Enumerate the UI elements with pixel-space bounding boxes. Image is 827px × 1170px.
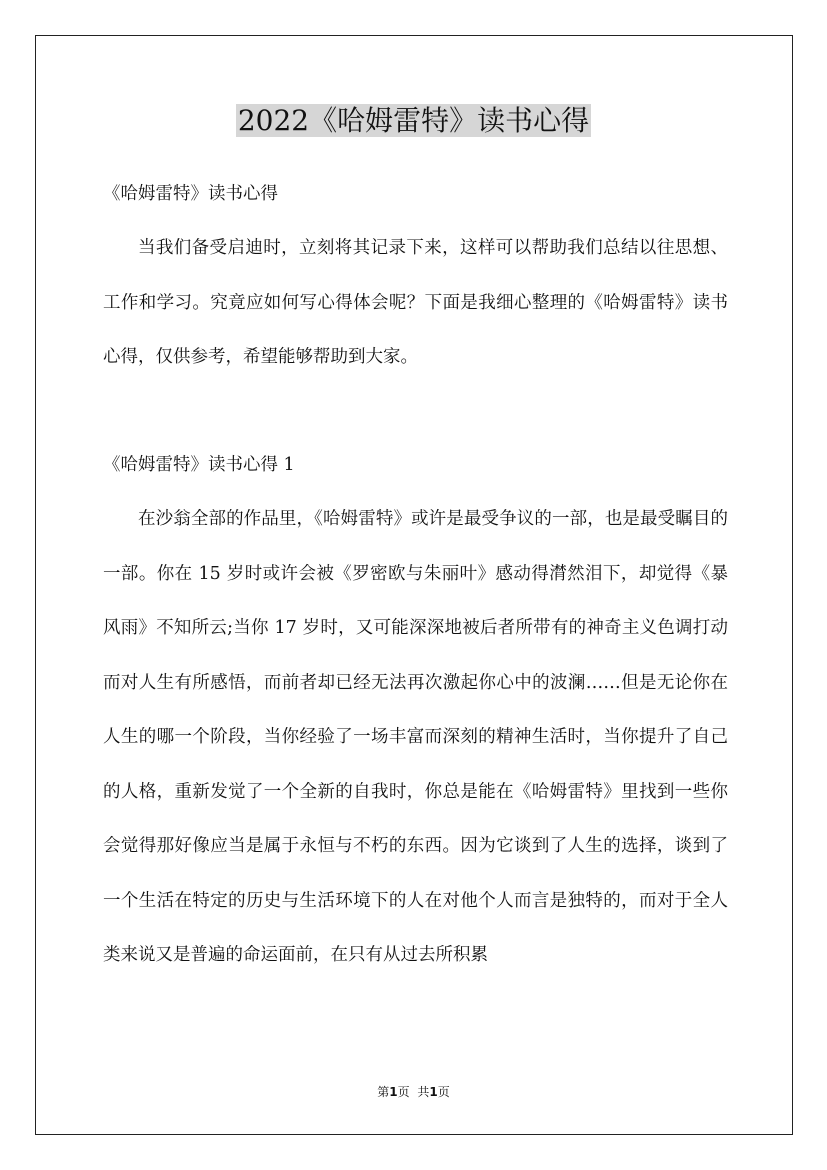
document-title (0, 100, 827, 142)
intro-paragraph: 当我们备受启迪时，立刻将其记录下来，这样可以帮助我们总结以往思想、工作和学习。究竟应如何写心得体会呢？下面是我细心整理的《哈姆雷特》读书心得，仅供参考，希望能够帮助到大家。 (103, 238, 728, 367)
page-number: 1 (389, 1085, 398, 1099)
total-prefix: 共 (417, 1085, 430, 1099)
page-prefix: 第 (377, 1085, 390, 1099)
total-suffix: 页 (437, 1085, 450, 1099)
page-footer (0, 1083, 827, 1101)
section-paragraph-1: 在沙翁全部的作品里，《哈姆雷特》或许是最受争议的一部，也是最受瞩目的一部。你在 15 岁时或许会被《罗密欧与朱丽叶》感动得潸然泪下，却觉得《暴风雨》不知所云;当你 17 岁时，又可能深深地被后者所带有的神奇主义色调打动而对人生有所感悟，而前者却已经无法再次激起你心中的波澜……但是无论你在人生的哪一个阶段，当你经验了一场丰富而深刻的精神生活时，当你提升了自己的人格，重新发觉了一个全新的自我时，你总是能在《哈姆雷特》里找到一些你会觉得那好像应当是属于永恒与不朽的东西。因为它谈到了人生的选择，谈到了一个生活在特定的历史与生活环境下的人在对他个人而言是独特的，而对于全人类来说又是普遍的命运面前，在只有从过去所积累 (103, 509, 728, 965)
document-heading: 《哈姆雷特》读书心得 (103, 184, 278, 204)
document-title-text: 2022《哈姆雷特》读书心得 (237, 104, 590, 137)
page-suffix: 页 (397, 1085, 410, 1099)
section-heading-1: 《哈姆雷特》读书心得 1 (103, 455, 295, 475)
total-pages: 1 (429, 1085, 438, 1099)
